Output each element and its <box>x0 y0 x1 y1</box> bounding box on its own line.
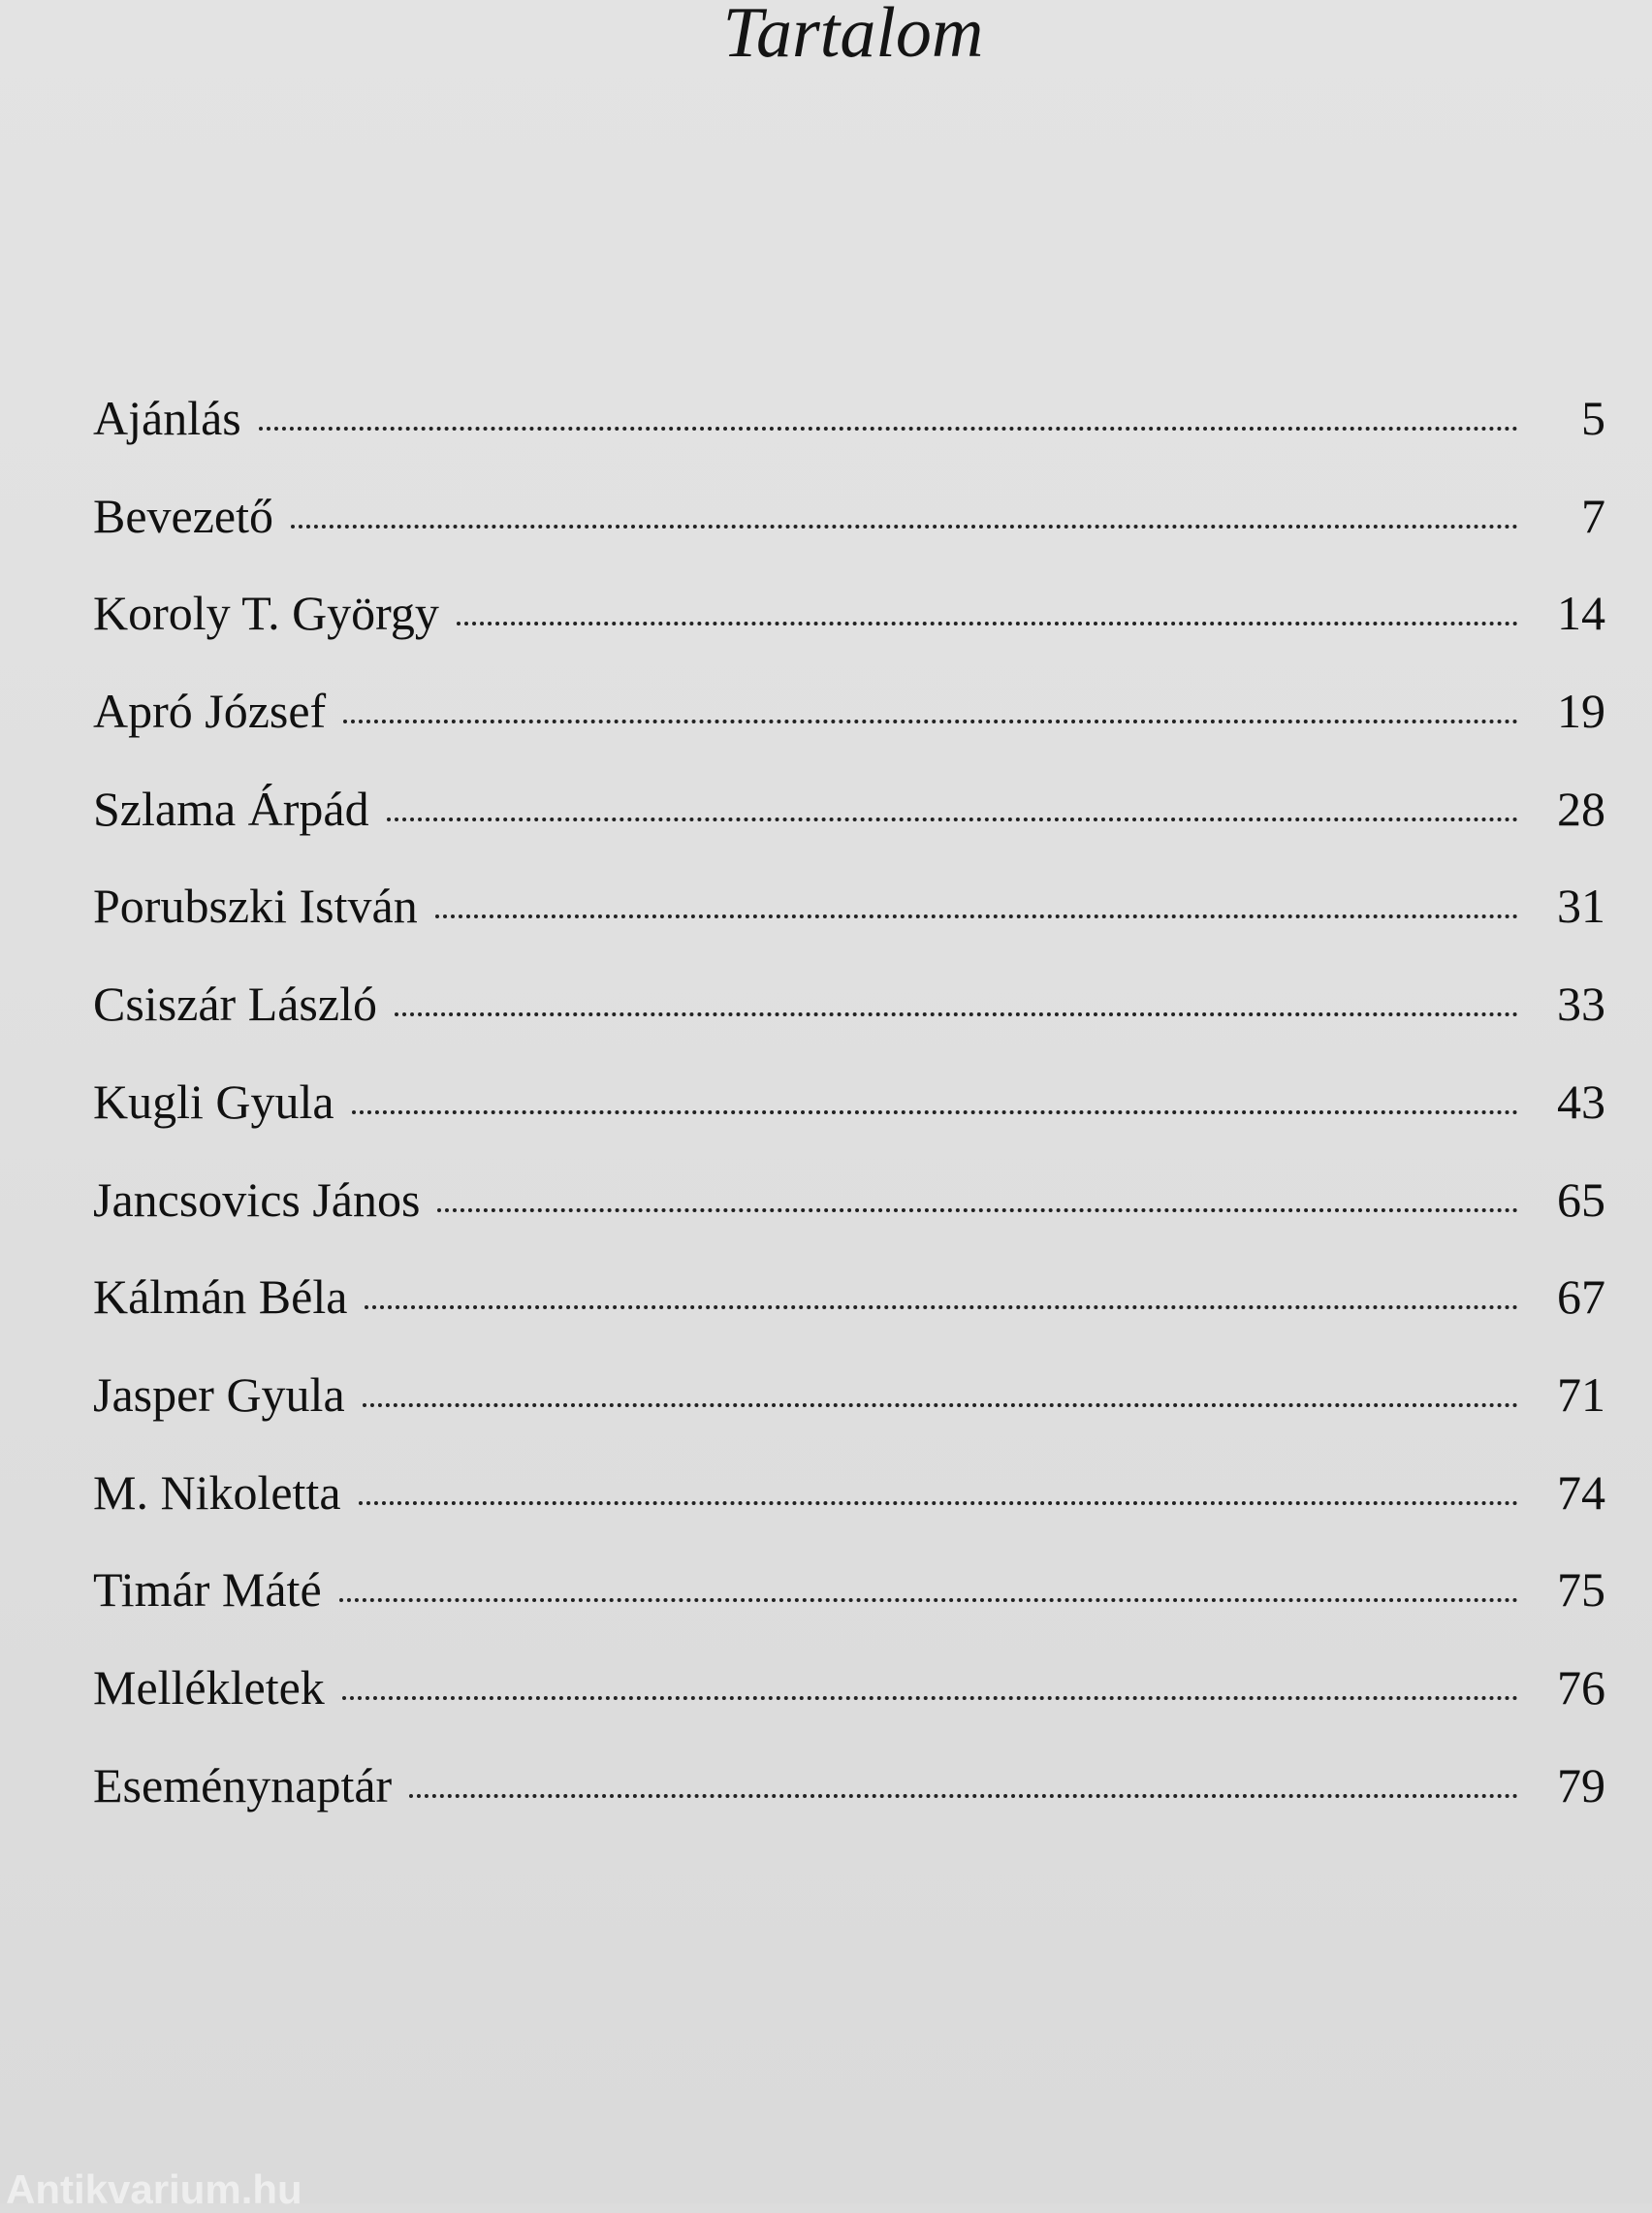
toc-entry <box>93 1366 1605 1464</box>
toc-entry-label: Timár Máté <box>93 1562 322 1618</box>
toc-entry-label: Koroly T. György <box>93 586 439 641</box>
toc-entry-page: 79 <box>1557 1757 1605 1812</box>
toc-entry-page: 31 <box>1557 879 1605 934</box>
toc-leader-dots <box>342 1696 1518 1700</box>
toc-entry <box>93 488 1605 586</box>
toc-entry-label: Apró József <box>93 684 327 739</box>
toc-entry <box>93 585 1605 683</box>
toc-leader-dots <box>409 1794 1518 1798</box>
toc-entry-label: Bevezető <box>93 488 274 543</box>
toc-entry <box>93 1074 1605 1171</box>
toc-leader-dots <box>437 1208 1518 1212</box>
toc-entry-page: 43 <box>1557 1074 1605 1129</box>
toc-leader-dots <box>291 525 1518 529</box>
toc-entry <box>93 1757 1605 1855</box>
toc-entry-label: Eseménynaptár <box>93 1757 393 1812</box>
toc-leader-dots <box>343 720 1518 723</box>
toc-entry <box>93 683 1605 781</box>
toc-entry <box>93 1659 1605 1757</box>
toc-entry-label: Szlama Árpád <box>93 781 369 836</box>
toc-entry-page: 7 <box>1581 488 1605 543</box>
toc-entry-page: 65 <box>1557 1171 1605 1227</box>
toc-entry-label: Jancsovics János <box>93 1171 421 1227</box>
toc-entry-page: 19 <box>1557 684 1605 739</box>
toc-leader-dots <box>365 1305 1518 1309</box>
toc-entry <box>93 1268 1605 1366</box>
toc-entry <box>93 976 1605 1074</box>
toc-entry-page: 74 <box>1557 1464 1605 1520</box>
toc-entry-label: Kugli Gyula <box>93 1074 334 1129</box>
toc-entry-page: 75 <box>1557 1562 1605 1618</box>
toc-entry-label: Mellékletek <box>93 1659 325 1715</box>
toc-entry <box>93 1171 1605 1269</box>
toc-entry-label: Kálmán Béla <box>93 1269 348 1325</box>
toc-entry-label: Csiszár László <box>93 977 377 1032</box>
toc-entry <box>93 878 1605 976</box>
toc-leader-dots <box>259 427 1518 431</box>
toc-entry-page: 28 <box>1557 781 1605 836</box>
toc-leader-dots <box>387 818 1518 821</box>
toc-leader-dots <box>363 1403 1518 1407</box>
toc-entry-page: 71 <box>1557 1366 1605 1422</box>
toc-leader-dots <box>359 1501 1518 1505</box>
toc-entry-page: 67 <box>1557 1269 1605 1325</box>
toc-entry <box>93 390 1605 488</box>
toc-entry-label: M. Nikoletta <box>93 1464 341 1520</box>
toc-entry <box>93 781 1605 879</box>
toc-entry-page: 33 <box>1557 977 1605 1032</box>
toc-entry-page: 5 <box>1581 391 1605 445</box>
toc-leader-dots <box>435 914 1518 918</box>
toc-entry-label: Porubszki István <box>93 879 418 934</box>
table-of-contents <box>93 390 1605 1854</box>
toc-leader-dots <box>339 1598 1518 1602</box>
toc-leader-dots <box>395 1012 1518 1016</box>
page-title: Tartalom <box>722 0 984 73</box>
toc-entry-page: 76 <box>1557 1659 1605 1715</box>
toc-entry-label: Jasper Gyula <box>93 1366 345 1422</box>
toc-entry-page: 14 <box>1557 586 1605 641</box>
toc-entry <box>93 1464 1605 1562</box>
toc-leader-dots <box>457 622 1518 625</box>
toc-entry <box>93 1561 1605 1659</box>
toc-entry-label: Ajánlás <box>93 391 241 445</box>
watermark-text: Antikvarium.hu <box>6 2166 302 2212</box>
toc-leader-dots <box>352 1110 1518 1114</box>
